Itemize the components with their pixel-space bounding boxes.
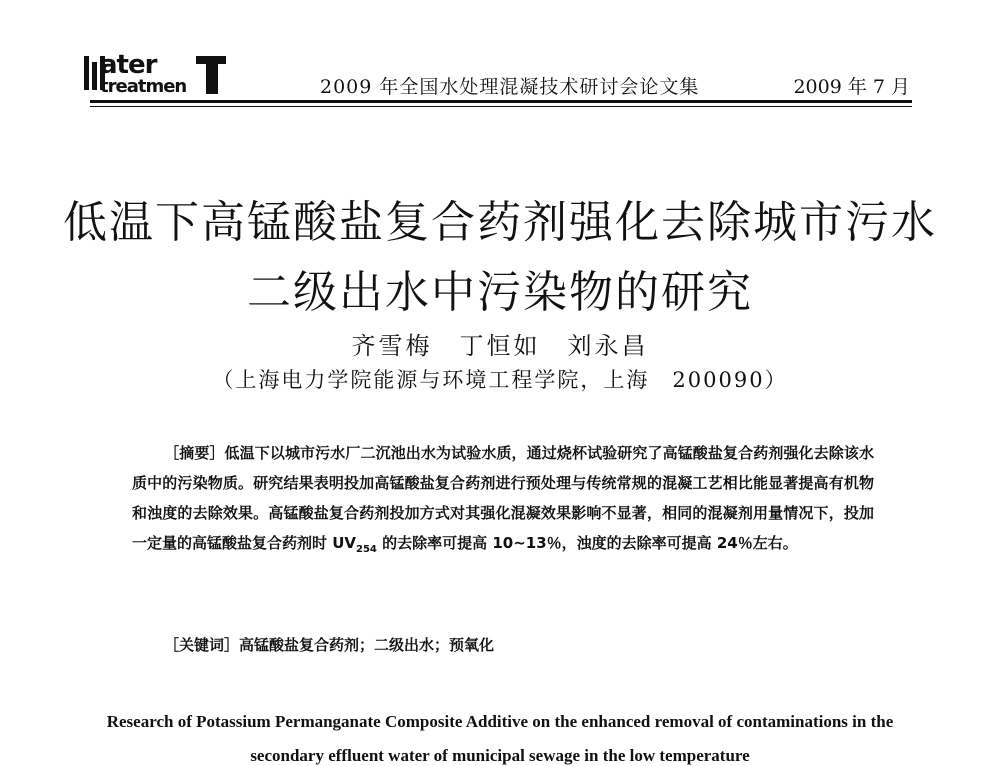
header-rule-thick xyxy=(90,100,912,103)
logo-water-text: ater xyxy=(100,50,157,80)
keywords-text: 高锰酸盐复合药剂；二级出水；预氧化 xyxy=(239,636,495,654)
uv-subscript: 254 xyxy=(356,544,377,555)
abstract xyxy=(132,438,874,565)
affiliation: （上海电力学院能源与环境工程学院，上海 200090） xyxy=(212,368,788,392)
publication-date: 2009 年 7 月 xyxy=(793,76,910,98)
logo-treatment-text: treatmen xyxy=(100,76,187,97)
keywords xyxy=(164,634,494,655)
paper-title-line1: 低温下高锰酸盐复合药剂强化去除城市污水 xyxy=(63,197,937,248)
english-title-line2: secondary effluent water of municipal sewage in the low temperature xyxy=(250,746,750,765)
journal-title: 2009 年全国水处理混凝技术研讨会论文集 xyxy=(320,76,700,98)
journal-logo xyxy=(90,50,230,100)
abstract-text-part2: 的去除率可提高 10~13％，浊度的去除率可提高 24％左右。 xyxy=(376,534,798,552)
logo-t-mark xyxy=(196,52,226,98)
abstract-label: ［摘要］ xyxy=(164,444,225,462)
authors: 齐雪梅 丁恒如 刘永昌 xyxy=(351,332,649,360)
header-rule-thin xyxy=(90,106,912,107)
paper-title-line2: 二级出水中污染物的研究 xyxy=(247,267,753,318)
english-title-line1: Research of Potassium Permanganate Composite Additive on the enhanced removal of contaminations in the xyxy=(106,712,894,731)
abstract-text-part1: 低温下以城市污水厂二沉池出水为试验水质，通过烧杯试验研究了高锰酸盐复合药剂强化去除该水质中的污染物质。研究结果表明投加高锰酸盐复合药剂进行预处理与传统常规的混凝工艺相比能显著提高有机物和浊度的去除效果。高锰酸盐复合药剂投加方式对其强化混凝效果影响不显著，相同的混凝剂用量情况下，投加一定量的高锰酸盐复合药剂时 UV xyxy=(132,444,874,552)
keywords-label: ［关键词］ xyxy=(164,636,240,654)
